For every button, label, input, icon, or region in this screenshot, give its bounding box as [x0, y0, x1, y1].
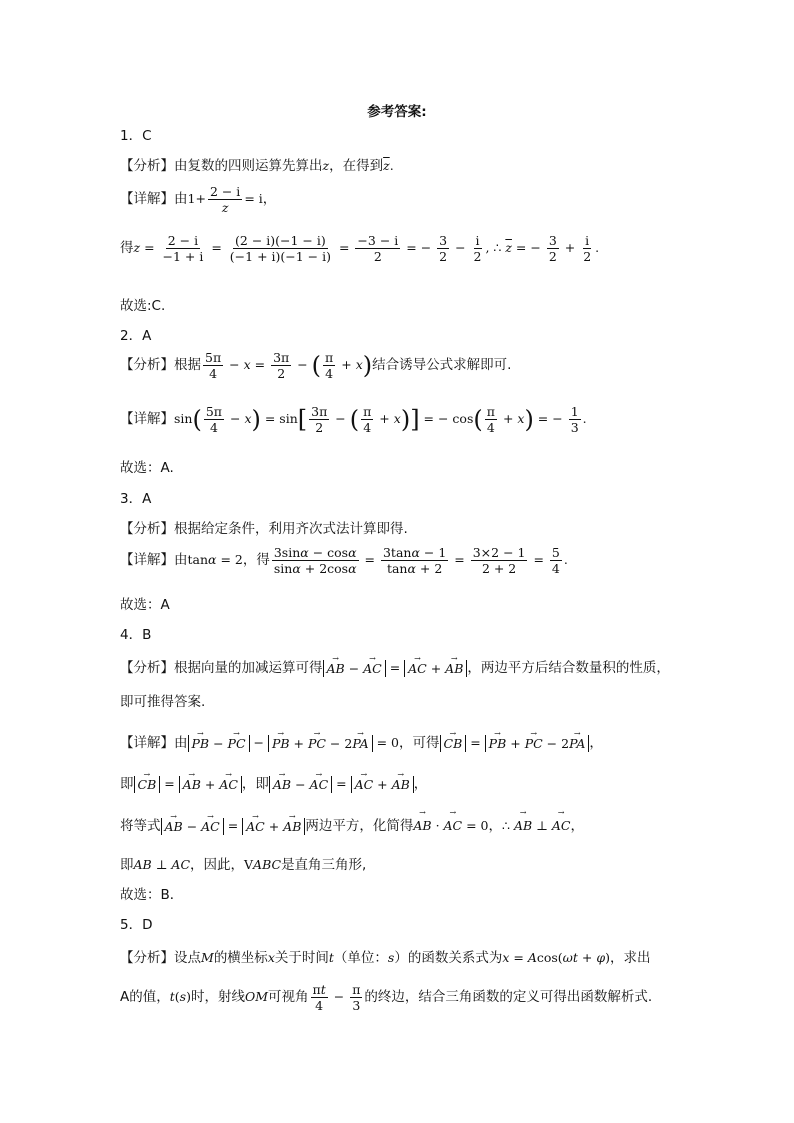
q5-analysis-cont: A的值，t(s)时，射线OM可视角 $\frac{\pi t}{4}$ − $\frac{\pi}{3}$ 的终边，结合三角函数的定义可得出函数解析式. [120, 982, 653, 1013]
q3-choose: 故选：A [120, 597, 170, 613]
math: z = $\frac{2 - i}{-1 + i}$ = $\frac{(2 - i)(-1 - i)}{(-1 + i)(-1 - i)}$ = $\frac{-3 - i}{2}$ = − $\frac{3}{2}$ − $\frac{i}{2}$ , ∴ $\overline{z}$ = − $\frac{3}{2}$ + $\frac{i}{2}$ . [133, 233, 600, 264]
q5-analysis: 【分析】设点M的横坐标x关于时间t（单位：s）的函数关系式为x = Acos(ωt + φ)，求出 [120, 950, 651, 966]
math: s [387, 950, 395, 965]
q4-analysis: 【分析】根据向量的加减运算可得 → AB − → AC = → AC + → AB ，两边平方后结合数量积的性质， [120, 656, 670, 677]
detail-tag: 【详解】 [120, 552, 174, 568]
detail-tag: 【详解】 [120, 191, 174, 207]
math: AB ⊥ AC [133, 857, 191, 872]
math: 1+ $\frac{2 - i}{z}$ = i [187, 184, 263, 215]
math: → CB = → PB + → PC − 2→ PA [440, 735, 590, 750]
q4-analysis-cont: 即可推得答案. [120, 694, 206, 710]
page-title: 参考答案: [367, 104, 427, 120]
q3-number: 3．A [120, 491, 152, 507]
q2-analysis: 【分析】根据 $\frac{5\pi}{4}$ − x = $\frac{3\pi}{2}$ − ( $\frac{\pi}{4}$ + x)结合诱导公式求解即可. [120, 350, 512, 381]
analysis-tag: 【分析】 [120, 158, 174, 174]
detail-tag: 【详解】 [120, 735, 174, 751]
analysis-tag: 【分析】 [120, 357, 174, 373]
q1-analysis: 【分析】由复数的四则运算先算出z，在得到$\overline{z}$. [120, 158, 394, 174]
analysis-tag: 【分析】 [120, 521, 174, 537]
q5-number: 5．D [120, 917, 153, 933]
math: → AB · → AC = 0 [413, 818, 488, 833]
detail-tag: 【详解】 [120, 411, 174, 427]
math: $\frac{\pi t}{4}$ − $\frac{\pi}{3}$ [312, 982, 361, 1013]
math: $\frac{3\sin\alpha - \cos\alpha}{\sin\alpha + 2\cos\alpha}$ = $\frac{3\tan\alpha - 1}{\tan\alpha + 2}$ = $\frac{3\times 2 - 1}{2 + 2}$ = $\frac{5}{4}$ . [273, 545, 568, 576]
analysis-tag: 【分析】 [120, 950, 174, 966]
math: OM [244, 989, 269, 1004]
q1-derivation: 得z = $\frac{2 - i}{-1 + i}$ = $\frac{(2 - i)(-1 - i)}{(-1 + i)(-1 - i)}$ = $\frac{-3 - i}{2}$ = − $\frac{3}{2}$ − $\frac{i}{2}$ , ∴ $\overline{z}$ = − $\frac{3}{2}$ + $\frac{i}{2}$ . [120, 233, 600, 264]
math: sin( $\frac{5\pi}{4}$ − x) = sin[ $\frac{3\pi}{2}$ − ( $\frac{\pi}{4}$ + x)] = − cos( $\frac{\pi}{4}$ + x) = − $\frac{1}{3}$ . [174, 404, 587, 435]
q4-step1: 即 → CB = → AB + → AC ，即 → AB − → AC = → AC + → AB ， [120, 772, 427, 793]
q3-detail: 【详解】由tanα = 2，得 $\frac{3\sin\alpha - \cos\alpha}{\sin\alpha + 2\cos\alpha}$ = $\frac{3\tan\alpha - 1}{\tan\alpha + 2}$ = $\frac{3\times 2 - 1}{2 + 2}$ = $\frac{5}{4}$ . [120, 545, 568, 576]
q2-number: 2．A [120, 328, 152, 344]
q4-step3: 即AB ⊥ AC，因此，VABC是直角三角形, [120, 857, 367, 873]
math: x [267, 950, 275, 965]
math: → CB = → AB + → AC [134, 776, 242, 791]
math: tanα = 2 [187, 552, 243, 567]
q2-detail [120, 404, 587, 435]
math: x = Acos(ωt + φ) [502, 950, 610, 965]
math: M [201, 950, 214, 965]
math: ∴ → AB ⊥ → AC [502, 818, 570, 833]
analysis-tag: 【分析】 [120, 660, 174, 676]
q2-choose: 故选：A. [120, 460, 174, 476]
math: t(s) [169, 989, 191, 1004]
math: → AB − → AC = → AC + → AB [269, 776, 414, 791]
q3-analysis: 【分析】根据给定条件，利用齐次式法计算即得. [120, 521, 408, 537]
q4-step2: 将等式 → AB − → AC = → AC + → AB 两边平方，化简得→ AB · → AC = 0，∴ → AB ⊥ → AC， [120, 814, 584, 835]
q1-number: 1．C [120, 128, 152, 144]
math: → AB − → AC = → AC + → AB [323, 660, 468, 675]
q4-number: 4．B [120, 627, 152, 643]
math: $\frac{5\pi}{4}$ − x = $\frac{3\pi}{2}$ − ( $\frac{\pi}{4}$ + x) [205, 350, 373, 381]
q1-choose: 故选:C. [120, 298, 166, 314]
q4-choose: 故选：B． [120, 887, 184, 903]
math: $\overline{z}$ [383, 158, 390, 173]
q1-detail: 【详解】由1+ $\frac{2 - i}{z}$ = i， [120, 184, 277, 215]
math: . [389, 158, 394, 173]
q4-detail: 【详解】由 → PB − → PC − → PB + → PC − 2→ PA = 0，可得 → CB = → PB + → PC − 2→ PA ， [120, 731, 603, 752]
math: t [328, 950, 334, 965]
math: VABC [244, 857, 282, 872]
math: z [322, 158, 330, 173]
math: → AB − → AC = → AC + → AB [161, 818, 306, 833]
math: → PB − → PC − → PB + → PC − 2→ PA = 0 [188, 735, 400, 750]
